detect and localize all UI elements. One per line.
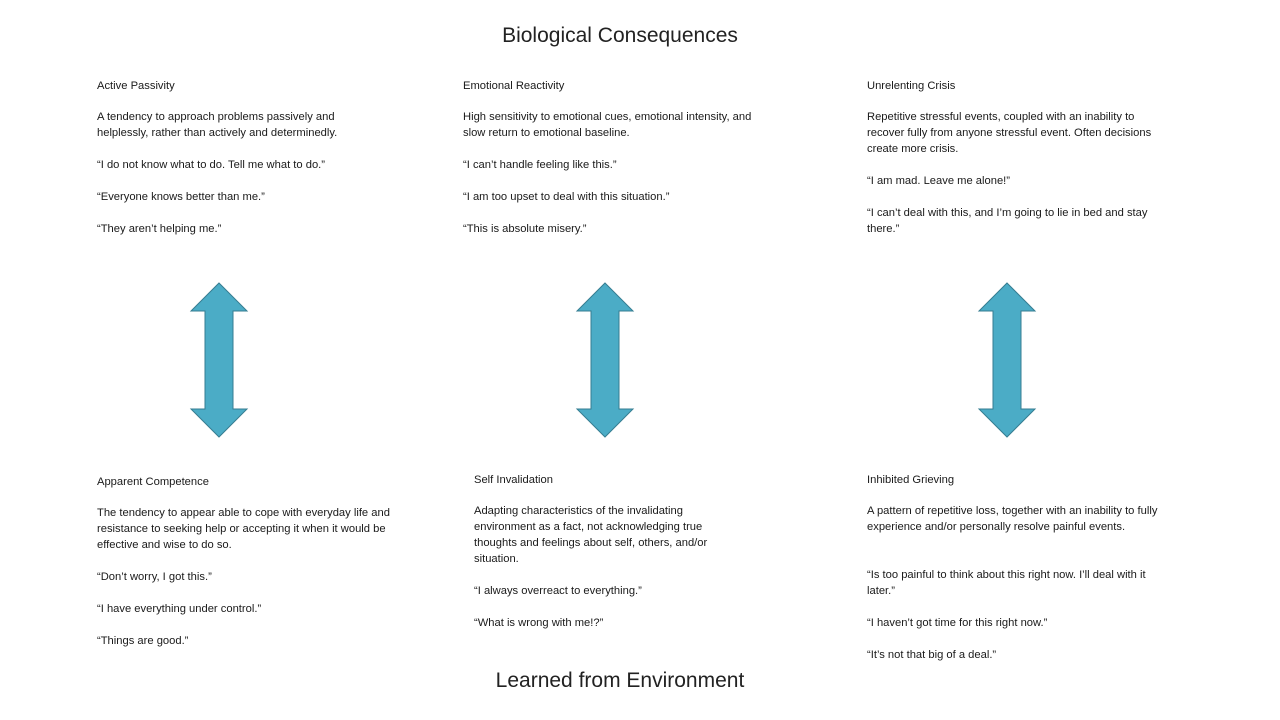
inhibited-grieving-quote-2: “I haven’t got time for this right now.” — [867, 617, 1048, 629]
active-passivity-quote-3: “They aren’t helping me.” — [97, 223, 222, 235]
emotional-reactivity-quote-3: “This is absolute misery.” — [463, 223, 587, 235]
apparent-competence-quote-1: “Don’t worry, I got this.” — [97, 571, 212, 583]
inhibited-grieving-description: A pattern of repetitive loss, together with an inability to fully experience and/or personally resolve painful events. — [867, 505, 1158, 533]
double-arrow-icon-center — [575, 282, 635, 438]
active-passivity-heading: Active Passivity — [97, 80, 175, 92]
double-arrow-shape-right — [979, 283, 1035, 437]
self-invalidation-quote-1: “I always overreact to everything.” — [474, 585, 642, 597]
active-passivity-block — [97, 78, 367, 237]
inhibited-grieving-heading: Inhibited Grieving — [867, 474, 955, 486]
emotional-reactivity-heading: Emotional Reactivity — [463, 80, 565, 92]
emotional-reactivity-quote-2: “I am too upset to deal with this situation.” — [463, 191, 670, 203]
apparent-competence-block — [97, 474, 402, 649]
unrelenting-crisis-quote-2: “I can’t deal with this, and I’m going to lie in bed and stay there.” — [867, 207, 1148, 235]
unrelenting-crisis-block — [867, 78, 1167, 237]
active-passivity-quote-2: “Everyone knows better than me.” — [97, 191, 265, 203]
inhibited-grieving-quote-3: “It’s not that big of a deal.” — [867, 649, 997, 661]
unrelenting-crisis-heading: Unrelenting Crisis — [867, 80, 956, 92]
apparent-competence-quote-2: “I have everything under control.” — [97, 603, 262, 615]
inhibited-grieving-quote-1: “Is too painful to think about this right now. I’ll deal with it later.” — [867, 569, 1146, 597]
emotional-reactivity-description: High sensitivity to emotional cues, emotional intensity, and slow return to emotional baseline. — [463, 111, 752, 139]
emotional-reactivity-block — [463, 78, 763, 237]
title-learned-from-environment: Learned from Environment — [495, 669, 745, 692]
active-passivity-description: A tendency to approach problems passively and helplessly, rather than actively and determinedly. — [97, 111, 338, 139]
self-invalidation-block — [474, 472, 744, 631]
title-biological-consequences: Biological Consequences — [502, 24, 738, 47]
double-arrow-icon-right — [977, 282, 1037, 438]
self-invalidation-quote-2: “What is wrong with me!?” — [474, 617, 604, 629]
apparent-competence-quote-3: “Things are good.” — [97, 635, 189, 647]
double-arrow-shape-left — [191, 283, 247, 437]
apparent-competence-heading: Apparent Competence — [97, 476, 209, 488]
inhibited-grieving-block — [867, 472, 1167, 663]
unrelenting-crisis-description: Repetitive stressful events, coupled with an inability to recover fully from anyone stressful event. Often decisions create more crisis. — [867, 111, 1152, 155]
unrelenting-crisis-quote-1: “I am mad. Leave me alone!” — [867, 175, 1011, 187]
self-invalidation-description: Adapting characteristics of the invalidating environment as a fact, not acknowledging true thoughts and feelings about self, others, and/or situation. — [474, 505, 708, 565]
double-arrow-shape-center — [577, 283, 633, 437]
apparent-competence-description: The tendency to appear able to cope with everyday life and resistance to seeking help or accepting it when it would be effective and wise to do so. — [97, 507, 390, 551]
active-passivity-quote-1: “I do not know what to do. Tell me what to do.” — [97, 159, 326, 171]
double-arrow-icon-left — [189, 282, 249, 438]
self-invalidation-heading: Self Invalidation — [474, 474, 553, 486]
emotional-reactivity-quote-1: “I can’t handle feeling like this.” — [463, 159, 617, 171]
